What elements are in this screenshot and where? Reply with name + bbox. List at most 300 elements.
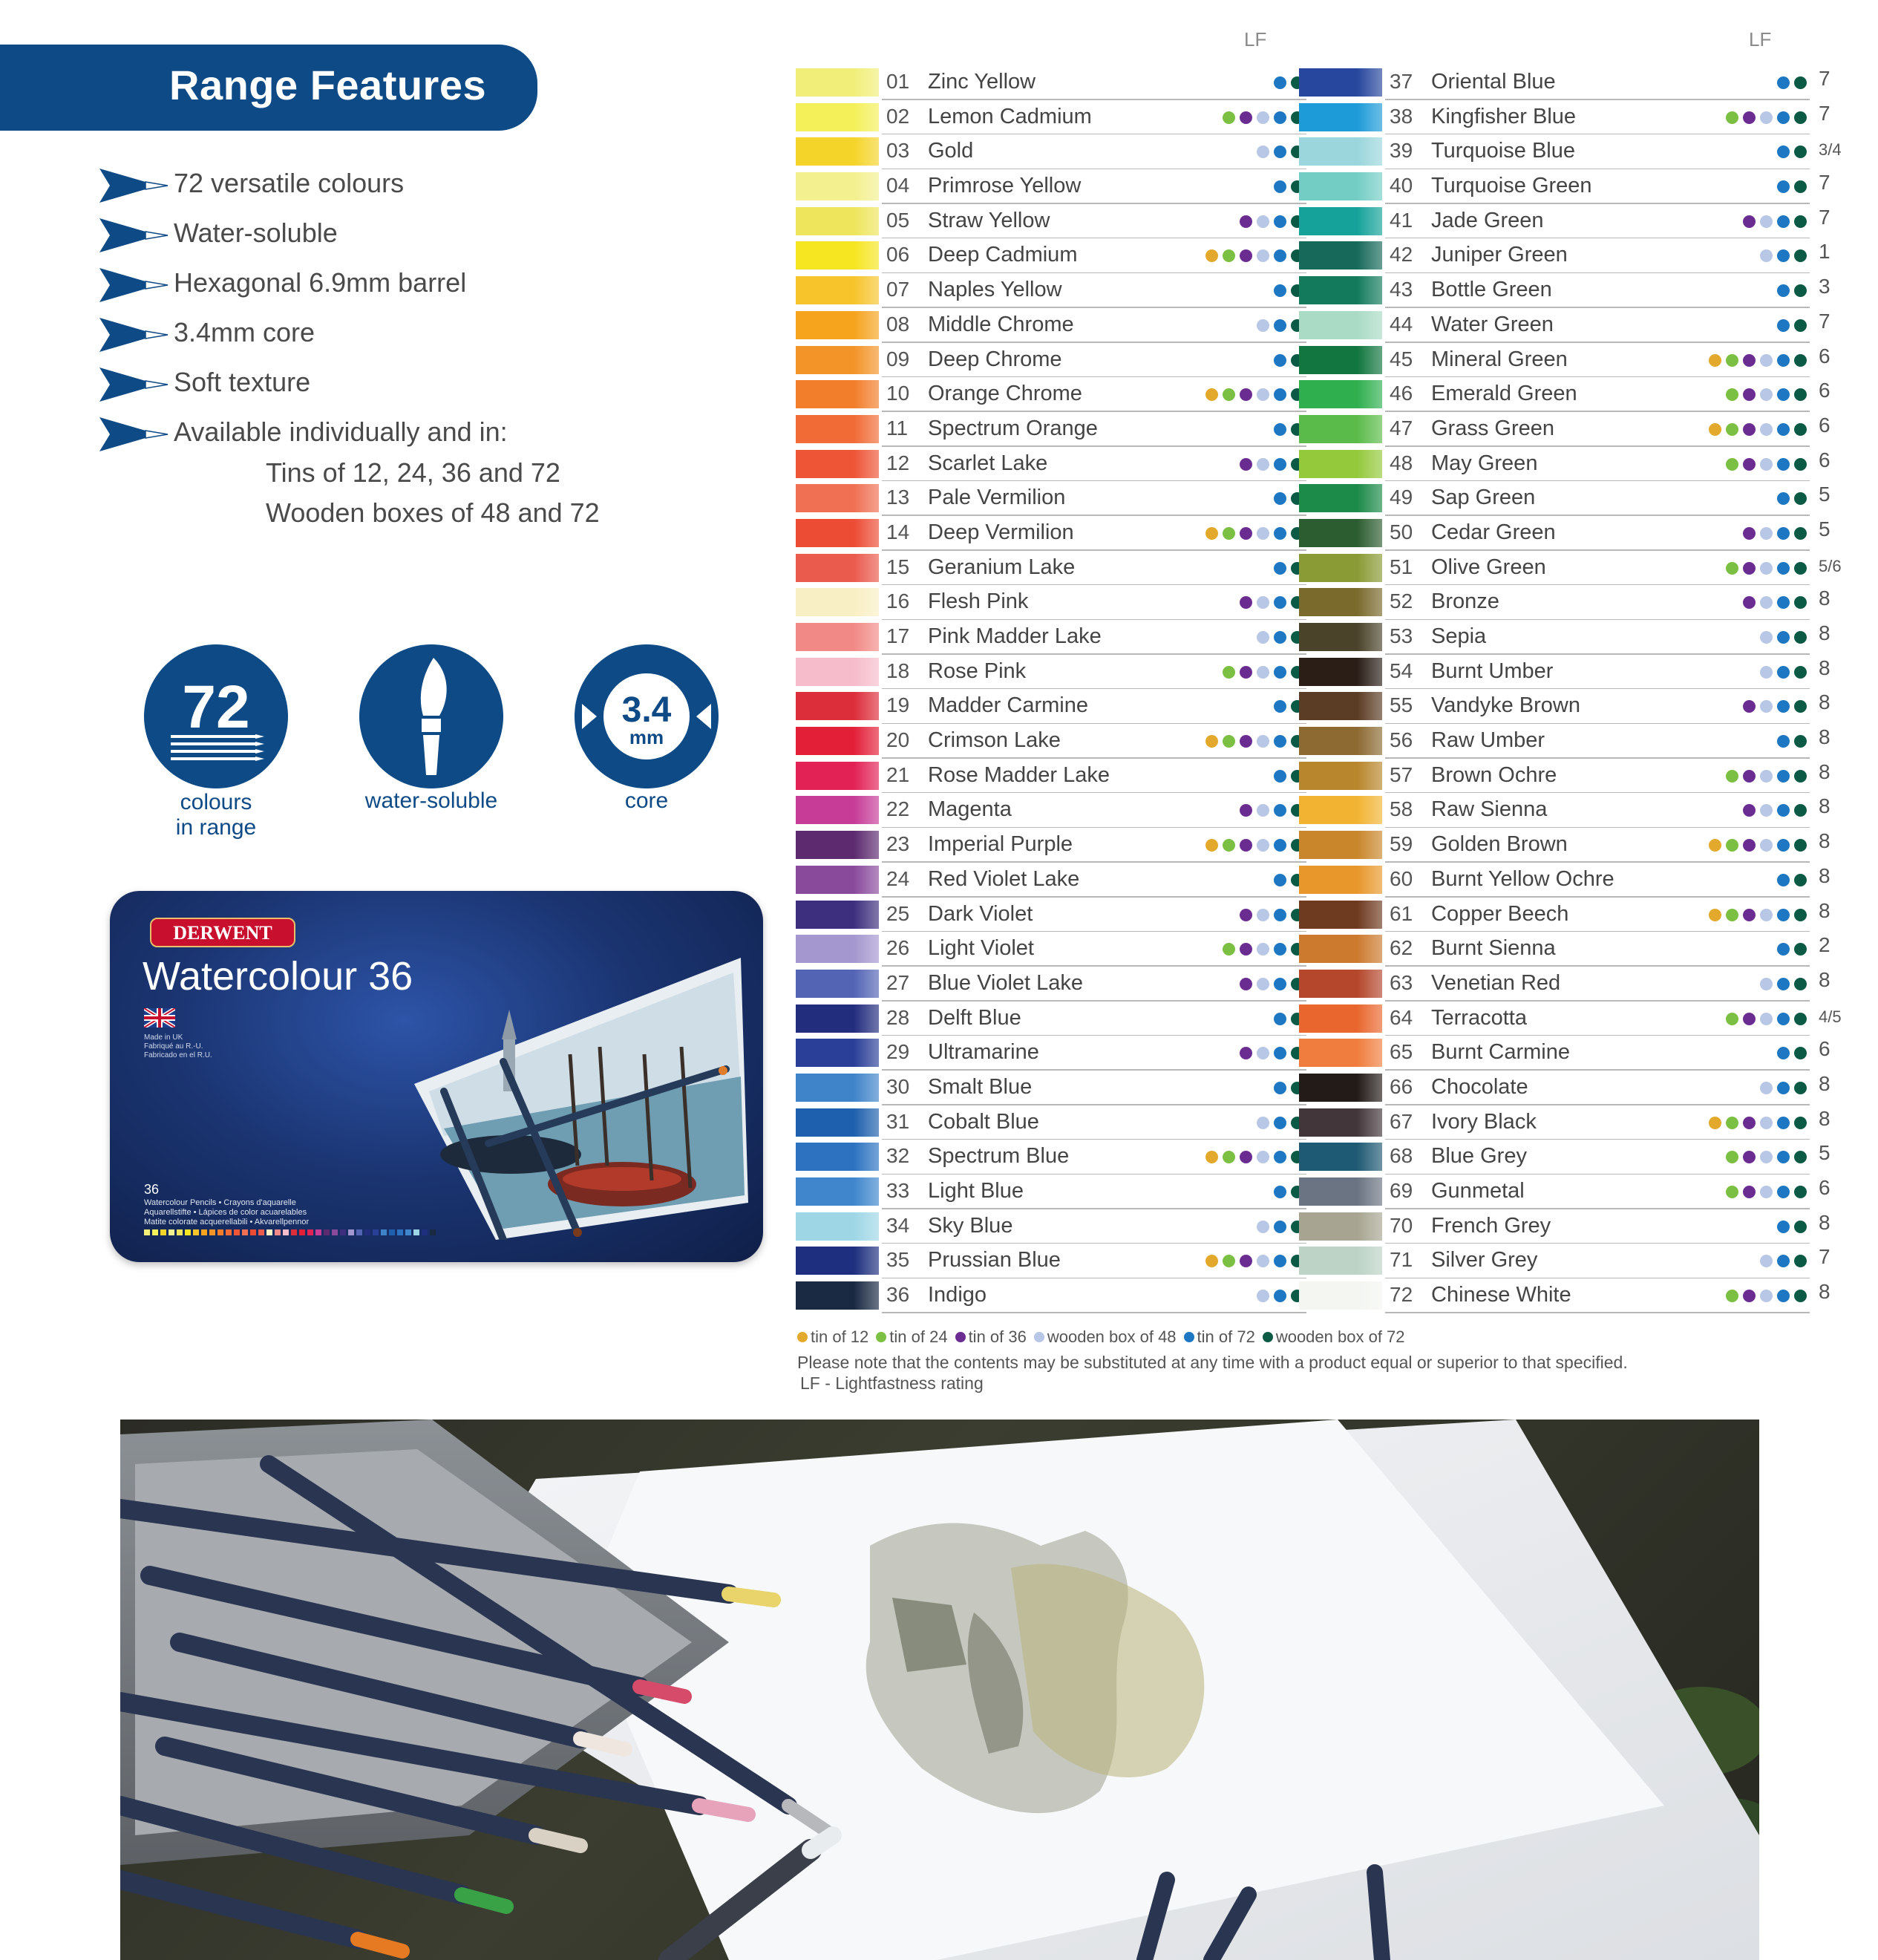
set-dot-wood48 xyxy=(1257,909,1269,921)
availability-dots xyxy=(1760,666,1807,679)
tin-strip-swatch xyxy=(266,1229,272,1235)
colour-row xyxy=(1299,1105,1830,1140)
colour-row xyxy=(796,134,1308,169)
availability-dots xyxy=(1777,1047,1807,1060)
set-dot-tin12 xyxy=(1709,1117,1721,1129)
set-dot-tin72 xyxy=(1274,215,1286,228)
colour-name: Chocolate xyxy=(1431,1074,1528,1099)
set-dot-wood48 xyxy=(1760,1290,1773,1302)
set-dot-tin72 xyxy=(1777,1013,1790,1025)
lightfastness-rating: 7 xyxy=(1819,67,1830,90)
colour-number: 21 xyxy=(886,762,910,786)
set-dot-tin72 xyxy=(1274,1255,1286,1267)
set-dot-tin24 xyxy=(1726,909,1738,921)
colour-number: 40 xyxy=(1390,174,1413,197)
availability-dots xyxy=(1240,909,1303,922)
legend-dot xyxy=(876,1332,886,1342)
colour-row xyxy=(796,447,1308,482)
tin-strip-swatch xyxy=(315,1229,321,1235)
row-divider xyxy=(1385,1312,1810,1313)
colour-swatch xyxy=(1299,241,1382,270)
legend-item xyxy=(955,1327,1027,1347)
colour-swatch xyxy=(796,1108,879,1137)
set-dot-tin36 xyxy=(1240,666,1252,679)
tin-strip-swatch xyxy=(291,1229,297,1235)
colour-row xyxy=(1299,1140,1830,1175)
availability-dots xyxy=(1726,388,1807,402)
colour-number: 07 xyxy=(886,278,910,301)
colour-number: 06 xyxy=(886,243,910,267)
availability-dots xyxy=(1726,458,1807,471)
brand-logo: DERWENT xyxy=(150,918,295,947)
feature-item xyxy=(96,213,616,263)
colour-swatch xyxy=(1299,346,1382,374)
colour-row xyxy=(1299,1036,1830,1071)
colour-swatch xyxy=(796,588,879,616)
colour-swatch xyxy=(1299,866,1382,894)
feature-item xyxy=(96,412,616,462)
colour-name: Juniper Green xyxy=(1431,243,1568,267)
lightfastness-rating: 7 xyxy=(1819,171,1830,195)
colour-name: Burnt Yellow Ochre xyxy=(1431,866,1614,891)
legend-label: wooden box of 48 xyxy=(1047,1327,1177,1346)
lightfastness-rating: 4/5 xyxy=(1819,1007,1842,1026)
tin-strip-swatch xyxy=(275,1229,281,1235)
colour-name: Burnt Carmine xyxy=(1431,1040,1570,1065)
tin-title: Watercolour 36 xyxy=(143,954,413,999)
colour-name: Prussian Blue xyxy=(928,1248,1061,1273)
set-dot-tin24 xyxy=(1223,735,1235,748)
feature-item xyxy=(96,263,616,313)
lightfastness-rating: 5 xyxy=(1819,517,1830,540)
colour-row xyxy=(1299,308,1830,343)
set-dot-tin36 xyxy=(1240,943,1252,956)
lightfastness-rating: 8 xyxy=(1819,794,1830,818)
colour-row xyxy=(796,516,1308,551)
set-dot-wood72 xyxy=(1794,111,1807,124)
set-dot-tin72 xyxy=(1777,804,1790,817)
availability-dots xyxy=(1709,839,1807,852)
availability-dots xyxy=(1240,596,1303,610)
set-dot-tin24 xyxy=(1726,839,1738,852)
lightfastness-rating: 8 xyxy=(1819,898,1830,922)
set-dot-wood72 xyxy=(1794,978,1807,990)
colour-swatch xyxy=(796,935,879,963)
set-dot-wood72 xyxy=(1794,319,1807,332)
colour-number: 56 xyxy=(1390,728,1413,752)
set-dot-wood48 xyxy=(1257,735,1269,748)
colour-row xyxy=(1299,65,1830,100)
colour-name: Cobalt Blue xyxy=(928,1109,1039,1134)
venice-painting xyxy=(399,943,756,1240)
colour-name: May Green xyxy=(1431,451,1538,475)
set-dot-wood48 xyxy=(1760,458,1773,471)
colour-name: Cedar Green xyxy=(1431,520,1556,544)
set-dot-wood48 xyxy=(1760,111,1773,124)
colour-number: 22 xyxy=(886,797,910,821)
colour-row xyxy=(796,724,1308,759)
set-dot-tin12 xyxy=(1205,735,1218,748)
availability-dots xyxy=(1760,631,1807,644)
set-dot-wood48 xyxy=(1257,1117,1269,1129)
tin-strip-swatch xyxy=(226,1229,232,1235)
colour-swatch xyxy=(1299,692,1382,720)
row-divider xyxy=(882,1312,1306,1313)
colour-row xyxy=(796,655,1308,690)
core-value: 3.4 xyxy=(621,690,672,730)
lightfastness-rating: 8 xyxy=(1819,690,1830,714)
colour-name: Olive Green xyxy=(1431,555,1546,579)
set-dot-tin36 xyxy=(1743,1186,1756,1198)
colour-name: Raw Sienna xyxy=(1431,797,1548,822)
colour-row xyxy=(1299,585,1830,620)
availability-dots xyxy=(1760,1082,1807,1095)
colour-name: Burnt Sienna xyxy=(1431,936,1556,961)
colour-row xyxy=(1299,1244,1830,1278)
colour-number: 01 xyxy=(886,70,910,93)
colour-row xyxy=(796,1036,1308,1071)
colour-swatch xyxy=(1299,1247,1382,1275)
colour-swatch xyxy=(796,1212,879,1241)
colour-swatch xyxy=(796,311,879,339)
colour-number: 36 xyxy=(886,1283,910,1307)
colour-number: 19 xyxy=(886,693,910,717)
colour-name: Deep Vermilion xyxy=(928,520,1074,544)
set-dot-wood48 xyxy=(1760,249,1773,262)
colour-name: Chinese White xyxy=(1431,1283,1571,1307)
lightfastness-rating: 5 xyxy=(1819,1141,1830,1165)
availability-dots xyxy=(1777,735,1807,748)
colour-swatch xyxy=(796,276,879,304)
tin-strip-swatch xyxy=(364,1229,370,1235)
tin-colour-strip xyxy=(144,1229,436,1235)
colour-row xyxy=(796,1071,1308,1105)
legend-item xyxy=(876,1327,947,1347)
colour-row xyxy=(796,169,1308,204)
colour-row xyxy=(1299,447,1830,482)
availability-dots xyxy=(1743,804,1807,817)
colour-number: 54 xyxy=(1390,659,1413,682)
lightfastness-rating: 7 xyxy=(1819,101,1830,125)
colour-swatch xyxy=(1299,762,1382,790)
set-dot-tin72 xyxy=(1777,978,1790,990)
feature-item xyxy=(96,362,616,412)
set-dot-tin24 xyxy=(1223,249,1235,262)
colours-count: 72 xyxy=(182,673,250,741)
lightfastness-note: LF - Lightfastness rating xyxy=(800,1373,984,1393)
colour-swatch xyxy=(796,241,879,270)
core-size-badge xyxy=(575,644,719,788)
colour-number: 46 xyxy=(1390,382,1413,405)
availability-dots xyxy=(1743,527,1807,540)
colour-name: Imperial Purple xyxy=(928,832,1073,857)
set-dot-wood72 xyxy=(1794,1151,1807,1163)
tin-strip-swatch xyxy=(177,1229,183,1235)
colour-swatch xyxy=(1299,207,1382,235)
set-dot-wood72 xyxy=(1794,909,1807,921)
set-dot-tin72 xyxy=(1777,1290,1790,1302)
colour-swatch xyxy=(796,346,879,374)
colour-name: Orange Chrome xyxy=(928,382,1082,406)
set-dot-wood72 xyxy=(1794,1186,1807,1198)
colour-swatch xyxy=(1299,1177,1382,1206)
colour-swatch xyxy=(1299,901,1382,929)
availability-dots xyxy=(1760,249,1807,263)
legend-item xyxy=(1034,1327,1177,1347)
colour-number: 48 xyxy=(1390,451,1413,474)
colour-name: Madder Carmine xyxy=(928,693,1088,718)
arrow-bullet-icon xyxy=(96,166,171,206)
colour-name: Zinc Yellow xyxy=(928,70,1036,94)
legend-item xyxy=(1184,1327,1255,1347)
colour-number: 08 xyxy=(886,312,910,336)
set-dot-tin72 xyxy=(1777,527,1790,540)
legend-dot xyxy=(1263,1332,1273,1342)
legend-item xyxy=(797,1327,868,1347)
colour-number: 03 xyxy=(886,139,910,163)
set-dot-wood48 xyxy=(1760,1082,1773,1094)
set-dot-tin24 xyxy=(1726,423,1738,436)
availability-dots xyxy=(1205,735,1303,748)
set-dot-wood48 xyxy=(1760,215,1773,228)
colour-row xyxy=(1299,481,1830,516)
availability-dots xyxy=(1760,978,1807,991)
set-dot-tin72 xyxy=(1777,458,1790,471)
set-dot-wood72 xyxy=(1794,423,1807,436)
set-dot-wood48 xyxy=(1257,804,1269,817)
lightfastness-rating: 6 xyxy=(1819,1176,1830,1199)
colour-name: Deep Cadmium xyxy=(928,243,1078,267)
set-dot-tin36 xyxy=(1743,909,1756,921)
colour-swatch xyxy=(1299,519,1382,547)
colour-name: Middle Chrome xyxy=(928,312,1074,336)
set-dot-tin36 xyxy=(1240,839,1252,852)
set-dot-tin24 xyxy=(1726,1117,1738,1129)
set-dot-wood72 xyxy=(1794,146,1807,158)
lightfastness-rating: 8 xyxy=(1819,656,1830,679)
colour-row xyxy=(1299,238,1830,273)
colour-row xyxy=(1299,932,1830,967)
lightfastness-rating: 6 xyxy=(1819,448,1830,471)
tin-count: 36 xyxy=(144,1182,160,1197)
colour-swatch xyxy=(1299,831,1382,859)
colour-swatch xyxy=(796,1247,879,1275)
set-dot-tin36 xyxy=(1743,215,1756,228)
colour-number: 52 xyxy=(1390,589,1413,613)
availability-dots xyxy=(1709,909,1807,922)
set-dot-wood48 xyxy=(1257,1151,1269,1163)
colour-swatch xyxy=(1299,1074,1382,1102)
tin-strip-swatch xyxy=(340,1229,346,1235)
set-dot-tin72 xyxy=(1274,284,1286,297)
set-dot-tin36 xyxy=(1743,423,1756,436)
set-dot-wood72 xyxy=(1794,666,1807,679)
set-dot-tin12 xyxy=(1709,839,1721,852)
colour-swatch xyxy=(796,172,879,200)
lightfastness-rating: 8 xyxy=(1819,1071,1830,1095)
colour-name: Naples Yellow xyxy=(928,278,1062,302)
colour-number: 64 xyxy=(1390,1005,1413,1029)
colour-row xyxy=(1299,551,1842,586)
set-dot-tin36 xyxy=(1743,562,1756,575)
set-dot-tin72 xyxy=(1274,249,1286,262)
set-dot-wood48 xyxy=(1257,146,1269,158)
core-unit: mm xyxy=(629,726,664,748)
set-dot-wood72 xyxy=(1794,76,1807,89)
lightfastness-rating: 8 xyxy=(1819,1106,1830,1130)
set-dot-wood48 xyxy=(1257,319,1269,332)
availability-dots xyxy=(1240,804,1303,817)
availability-dots xyxy=(1726,1186,1807,1199)
colour-number: 27 xyxy=(886,970,910,994)
set-dot-tin72 xyxy=(1274,874,1286,886)
set-dot-tin72 xyxy=(1274,527,1286,540)
colour-row xyxy=(1299,863,1830,898)
colour-name: Ivory Black xyxy=(1431,1109,1537,1134)
colour-number: 72 xyxy=(1390,1283,1413,1307)
set-dot-tin72 xyxy=(1777,1082,1790,1094)
set-dot-wood48 xyxy=(1257,666,1269,679)
lightfastness-rating: 8 xyxy=(1819,829,1830,853)
colour-number: 38 xyxy=(1390,104,1413,128)
set-dot-wood48 xyxy=(1760,562,1773,575)
pencils-and-painting-photo xyxy=(120,1420,1759,1960)
availability-dots xyxy=(1709,423,1807,437)
colour-row xyxy=(1299,1071,1830,1105)
set-dot-wood48 xyxy=(1760,804,1773,817)
arrow-bullet-icon xyxy=(96,315,171,355)
set-dot-tin12 xyxy=(1205,388,1218,401)
colour-name: Pale Vermilion xyxy=(928,486,1066,510)
tin-strip-swatch xyxy=(356,1229,362,1235)
availability-dots xyxy=(1257,319,1303,333)
colour-name: Water Green xyxy=(1431,312,1554,336)
availability-boxes: Wooden boxes of 48 and 72 xyxy=(266,497,600,528)
set-dot-wood72 xyxy=(1794,562,1807,575)
set-dot-tin72 xyxy=(1777,319,1790,332)
colour-number: 63 xyxy=(1390,970,1413,994)
colour-name: Sky Blue xyxy=(928,1213,1013,1238)
colour-name: Bottle Green xyxy=(1431,278,1552,302)
set-dot-tin36 xyxy=(1240,215,1252,228)
colour-swatch xyxy=(1299,137,1382,166)
set-dot-tin72 xyxy=(1274,596,1286,609)
colour-swatch xyxy=(1299,450,1382,478)
colour-number: 10 xyxy=(886,382,910,405)
colour-row xyxy=(1299,1002,1842,1036)
colour-name: Pink Madder Lake xyxy=(928,624,1102,648)
availability-dots xyxy=(1257,146,1303,159)
set-dot-tin72 xyxy=(1274,562,1286,575)
set-dot-tin72 xyxy=(1777,284,1790,297)
colour-name: Brown Ochre xyxy=(1431,762,1557,787)
set-dot-tin72 xyxy=(1777,666,1790,679)
colour-swatch xyxy=(1299,1039,1382,1067)
set-dot-tin24 xyxy=(1223,1151,1235,1163)
tin-strip-swatch xyxy=(144,1229,150,1235)
colour-number: 55 xyxy=(1390,693,1413,717)
colour-name: Magenta xyxy=(928,797,1012,822)
set-dot-wood72 xyxy=(1794,874,1807,886)
colour-swatch xyxy=(1299,380,1382,408)
colour-number: 09 xyxy=(886,347,910,370)
tin-strip-swatch xyxy=(242,1229,248,1235)
set-dot-tin72 xyxy=(1274,1186,1286,1198)
colour-swatch xyxy=(1299,1143,1382,1171)
set-dot-tin72 xyxy=(1777,770,1790,783)
colour-number: 32 xyxy=(886,1144,910,1168)
set-dot-wood72 xyxy=(1794,180,1807,193)
colour-name: Flesh Pink xyxy=(928,589,1029,614)
availability-dots xyxy=(1223,666,1303,679)
set-dot-wood72 xyxy=(1794,943,1807,956)
colour-row xyxy=(796,1175,1308,1209)
colour-name: Terracotta xyxy=(1431,1005,1527,1030)
colour-number: 35 xyxy=(886,1248,910,1272)
colour-swatch xyxy=(1299,103,1382,131)
set-dot-tin36 xyxy=(1743,458,1756,471)
colour-name: Golden Brown xyxy=(1431,832,1568,857)
colour-swatch xyxy=(796,1004,879,1033)
colour-swatch xyxy=(796,796,879,824)
colour-number: 58 xyxy=(1390,797,1413,821)
legend-label: tin of 24 xyxy=(889,1327,948,1346)
tin-strip-swatch xyxy=(258,1229,264,1235)
set-dot-wood48 xyxy=(1760,527,1773,540)
set-dot-tin72 xyxy=(1274,700,1286,713)
set-dot-tin36 xyxy=(1240,596,1252,609)
colour-name: Copper Beech xyxy=(1431,901,1569,926)
set-dot-tin24 xyxy=(1726,1186,1738,1198)
set-dot-tin36 xyxy=(1743,770,1756,783)
lifestyle-photo xyxy=(120,1420,1759,1960)
set-dot-tin36 xyxy=(1240,1151,1252,1163)
colour-name: Dark Violet xyxy=(928,901,1033,926)
colour-name: Geranium Lake xyxy=(928,555,1076,579)
set-dot-tin24 xyxy=(1726,458,1738,471)
legend-dot xyxy=(1184,1332,1194,1342)
set-dot-wood72 xyxy=(1794,1013,1807,1025)
set-dot-tin72 xyxy=(1274,804,1286,817)
set-dot-tin36 xyxy=(1240,1255,1252,1267)
set-dot-tin36 xyxy=(1743,388,1756,401)
set-dot-tin24 xyxy=(1223,666,1235,679)
availability-dots xyxy=(1777,76,1807,90)
set-dot-wood48 xyxy=(1257,388,1269,401)
set-dot-wood48 xyxy=(1257,527,1269,540)
set-dot-tin24 xyxy=(1726,770,1738,783)
set-dot-tin72 xyxy=(1274,839,1286,852)
colour-row xyxy=(1299,273,1830,308)
colour-name: Turquoise Green xyxy=(1431,174,1592,198)
colour-number: 13 xyxy=(886,486,910,509)
set-dot-tin36 xyxy=(1743,1151,1756,1163)
colour-row xyxy=(1299,759,1830,794)
colour-row xyxy=(1299,620,1830,655)
set-dot-tin36 xyxy=(1743,804,1756,817)
colour-name: Primrose Yellow xyxy=(928,174,1082,198)
set-dot-wood48 xyxy=(1257,1047,1269,1059)
legend-label: tin of 36 xyxy=(968,1327,1027,1346)
set-dot-tin72 xyxy=(1274,180,1286,193)
tin-strip-swatch xyxy=(381,1229,387,1235)
availability-dots xyxy=(1257,1117,1303,1130)
colour-row xyxy=(796,932,1308,967)
set-dot-wood72 xyxy=(1794,735,1807,748)
set-dot-wood72 xyxy=(1794,1290,1807,1302)
legend-dot xyxy=(797,1332,808,1342)
colour-number: 59 xyxy=(1390,832,1413,856)
